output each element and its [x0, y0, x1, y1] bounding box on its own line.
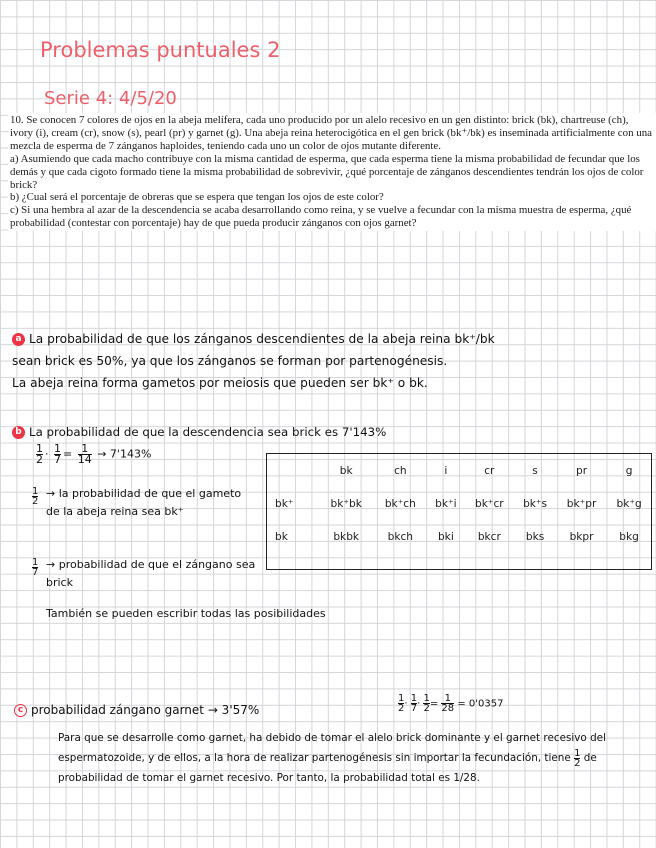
denominator: 2	[423, 703, 430, 714]
punnett-cell: bks	[525, 530, 545, 543]
serie-label: Serie 4: 4/5/20	[44, 88, 177, 109]
fraction	[441, 694, 454, 713]
fraction	[423, 694, 429, 713]
answer-a-text-1: La probabilidad de que los zánganos descendientes de la abeja reina bk⁺/bk	[29, 332, 495, 346]
answer-b-marker: b	[12, 426, 25, 439]
answer-a-marker: a	[12, 333, 25, 346]
punnett-table	[267, 454, 651, 553]
denominator: 2	[398, 703, 405, 714]
fraction	[32, 487, 38, 506]
answer-c-calculation: $\frac{1}{2}$ · $\frac{1}{7}$ · $\frac{1}{2}$ = $\frac{1}{28}$ = 0'0357	[398, 693, 504, 714]
denominator: 2	[36, 453, 43, 466]
punnett-cell: bkpr	[569, 530, 594, 543]
punnett-row-label: bk	[275, 530, 288, 543]
numerator: 1	[398, 693, 405, 704]
numerator: 1	[32, 486, 39, 497]
fraction	[32, 558, 38, 577]
punnett-cell: bk⁺ch	[384, 497, 416, 510]
numerator: 1	[78, 444, 92, 455]
fraction	[574, 749, 580, 768]
punnett-cell: bk⁺g	[616, 497, 642, 510]
punnett-cell: bk⁺bk	[330, 497, 362, 510]
punnett-cell: bk⁺cr	[475, 497, 504, 510]
answer-b-heading-text: La probabilidad de que la descendencia sea brick es 7'143%	[29, 425, 387, 439]
denominator: 7	[54, 453, 61, 466]
answer-a-line-3: La abeja reina forma gametos por meiosis que pueden ser bk⁺ o bk.	[12, 376, 428, 390]
punnett-col-header: ch	[394, 464, 407, 477]
fraction	[411, 694, 417, 713]
numerator: 1	[423, 693, 430, 704]
punnett-square	[266, 453, 652, 570]
answer-b-explanation-1	[32, 485, 258, 521]
punnett-cell: bkcr	[477, 530, 501, 543]
punnett-col-header: bk	[339, 464, 353, 477]
denominator: 2	[574, 757, 581, 769]
answer-b-calculation: $\frac{1}{2}$ · $\frac{1}{7}$ = $\frac{1}{14}$ → 7'143%	[36, 442, 152, 466]
punnett-cell: bk⁺pr	[566, 497, 597, 510]
punnett-col-header: s	[532, 464, 538, 477]
punnett-col-header: g	[625, 464, 633, 477]
numerator: 1	[54, 442, 61, 455]
punnett-cell: bki	[437, 530, 454, 543]
punnett-col-header: pr	[576, 464, 588, 477]
punnett-col-header: i	[444, 464, 448, 477]
explanation-text-part1: Para que se desarrolle como garnet, ha debido de tomar el alelo brick dominante y el garnet recesivo del espermatozoide, y de ellos, a la hora de realizar partenogénesis sin importar la fecundación, tiene	[58, 732, 606, 764]
answer-a-line-2: sean brick es 50%, ya que los zánganos se forman por partenogénesis.	[12, 354, 448, 368]
problem-paragraph-intro: 10. Se conocen 7 colores de ojos en la abeja melífera, cada uno producido por un alelo recesivo en un gen distinto: brick (bk), chartreuse (ch), ivory (i), cream (cr), snow (s), pearl (pr) y garnet (g). Una abeja reina heterocigótica en el gen brick (bk⁺/bk) es inseminada artificialmente con una mezcla de esperma de 7 zánganos haploides, teniendo cada uno un color de ojos mutante diferente.	[10, 114, 652, 152]
explanation-text: → probabilidad de que el zángano sea brick	[46, 558, 256, 589]
problem-question-a: a) Asumiendo que cada macho contribuye con la misma cantidad de esperma, que cada esperma tiene la misma probabilidad de fecundar que los demás y que cada cigoto formado tiene la misma probabilidad de sobrevivir, ¿qué porcentaje de zánganos descendientes tendrán los ojos de color brick?	[10, 152, 644, 191]
problem-question-b: b) ¿Cual será el porcentaje de obreras que se espera que tengan los ojos de este color?	[10, 191, 384, 204]
punnett-row	[267, 520, 651, 553]
punnett-cell: bk⁺i	[435, 497, 457, 510]
fraction	[36, 444, 43, 465]
punnett-cell: bkbk	[333, 530, 360, 543]
answer-a-line-1	[12, 328, 652, 350]
page-title: Problemas puntuales 2	[40, 38, 281, 62]
answer-c-heading	[14, 702, 654, 718]
answer-b-heading	[12, 424, 412, 440]
punnett-cell: bkch	[387, 530, 414, 543]
explanation-text: → la probabilidad de que el gameto de la abeja reina sea bk⁺	[46, 487, 242, 518]
problem-question-c: c) Si una hembra al azar de la descendencia se acaba desarrollando como reina, y se vuelve a fecundar con la misma muestra de esperma, ¿qué probabilidad (contestar con porcentaje) hay de que pueda producir zánganos con ojos garnet?	[10, 204, 632, 230]
denominator: 7	[32, 567, 39, 578]
fraction	[78, 444, 92, 465]
answer-c-heading-text: probabilidad zángano garnet → 3'57%	[31, 703, 260, 717]
problem-statement	[8, 113, 656, 231]
answer-c-explanation	[58, 728, 648, 788]
punnett-row-label: bk⁺	[275, 497, 294, 510]
denominator: 2	[32, 496, 39, 507]
fraction	[398, 694, 404, 713]
punnett-header-row	[267, 454, 651, 487]
answer-a	[12, 328, 652, 394]
denominator: 14	[77, 453, 92, 466]
numerator: 1	[32, 557, 39, 568]
punnett-cell: bkg	[619, 530, 639, 543]
punnett-corner	[267, 454, 319, 487]
punnett-row	[267, 487, 651, 520]
punnett-cell: bk⁺s	[523, 497, 548, 510]
denominator: 7	[410, 703, 418, 714]
punnett-col-header: cr	[484, 464, 495, 477]
answer-c-marker: c	[14, 704, 27, 717]
answer-b-note: También se pueden escribir todas las posibilidades	[46, 607, 326, 620]
calc-result: = 0'0357	[457, 698, 504, 710]
answer-b-explanation-2	[32, 556, 258, 592]
explanation-text-part2: de probabilidad de tomar el garnet recesivo. Por tanto, la probabilidad total es 1/28.	[58, 752, 597, 784]
numerator: 1	[410, 693, 418, 704]
fraction	[54, 444, 61, 465]
calc-result: → 7'143%	[97, 447, 152, 461]
numerator: 1	[36, 442, 43, 455]
numerator: 1	[441, 694, 454, 704]
denominator: 28	[441, 703, 455, 714]
numerator: 1	[574, 747, 581, 759]
